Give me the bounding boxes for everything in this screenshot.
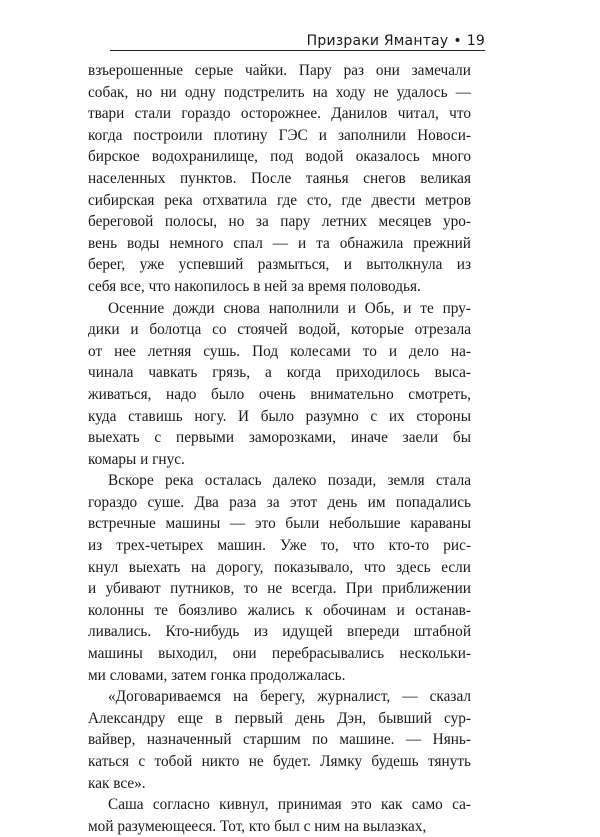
- text-line: кнул выехать на дорогу, показывало, что здесь если: [88, 558, 471, 576]
- text-line: Осенние дожди снова наполнили и Обь, и те пру-: [108, 299, 471, 317]
- paragraph: [88, 60, 471, 298]
- text-line: ми словами, затем гонка продолжалась.: [88, 666, 346, 684]
- text-line: сибирская река отхватила где сто, где двести метров: [88, 191, 471, 209]
- text-line: населенных пунктов. После таянья снегов великая: [88, 169, 471, 187]
- text-line: встречные машины — это были небольшие караваны: [88, 515, 471, 533]
- text-line: каться с тобой никто не будет. Лямку будешь тянуть: [88, 753, 471, 770]
- text-line: вайвер, назначенный старшим по машине. — Нянь-: [88, 731, 471, 749]
- header-title: Призраки Ямантау: [306, 33, 449, 49]
- text-line: взъерошенные серые чайки. Пару раз они замечали: [88, 62, 471, 79]
- text-line: береговой полосы, но за пару летних месяцев уро-: [88, 213, 471, 231]
- text-line: собак, но ни одну подстрелить на ходу не удалось —: [88, 83, 471, 101]
- text-line: дики и болотца со стоячей водой, которые отрезала: [88, 321, 471, 339]
- text-line: вень воды немного спал — и та обнажила прежний: [88, 234, 471, 252]
- text-line: комары и гнус.: [88, 450, 185, 468]
- text-line: из трех-четырех машин. Уже то, что кто-то рис-: [88, 537, 471, 555]
- page-number: 19: [466, 33, 485, 49]
- text-line: гораздо суше. Два раза за этот день им попадались: [88, 493, 471, 511]
- paragraph: [88, 794, 471, 837]
- text-line: «Договариваемся на берегу, журналист, — сказал: [108, 688, 471, 706]
- text-line: себя все, что накопилось в ней за время половодья.: [88, 277, 421, 295]
- text-line: ливались. Кто-нибудь из идущей впереди штабной: [88, 623, 471, 641]
- text-line: бирское водохранилище, под водой оказалось много: [88, 148, 471, 166]
- text-line: живаться, надо было очень внимательно смотреть,: [88, 385, 471, 403]
- header-separator: •: [453, 33, 462, 49]
- header-rule: [110, 50, 485, 51]
- text-line: твари стали гораздо осторожнее. Данилов читал, что: [88, 105, 471, 123]
- paragraph: [88, 470, 471, 686]
- text-line: мой разумеющееся. Тот, кто был с ним на вылазках,: [88, 817, 427, 835]
- running-header: [110, 30, 485, 52]
- text-line: и убивают путников, то не всегда. При приближении: [88, 580, 471, 598]
- text-line: куда ставишь ногу. И было разумно с их стороны: [88, 407, 471, 425]
- text-line: машины выходил, они перебрасывались нескольки-: [88, 645, 471, 663]
- text-line: как все».: [88, 774, 146, 792]
- text-line: Александру еще в первый день Дэн, бывший сур-: [88, 709, 471, 727]
- text-line: от нее летняя сушь. Под колесами то и дело на-: [88, 342, 471, 360]
- text-line: выехать с первыми заморозками, иначе заели бы: [88, 429, 471, 447]
- text-line: когда построили плотину ГЭС и заполнили Новоси-: [88, 126, 471, 144]
- paragraph: [88, 298, 471, 471]
- text-line: колонны те боязливо жались к обочинам и останав-: [88, 601, 471, 619]
- text-line: чинала чавкать грязь, а когда приходилось выса-: [88, 364, 471, 382]
- body-text: [88, 60, 471, 837]
- text-line: берег, уже успевший размыться, и вытолкнула из: [88, 256, 471, 274]
- text-line: Вскоре река осталась далеко позади, земля стала: [108, 472, 471, 490]
- paragraph: [88, 686, 471, 794]
- text-line: Саша согласно кивнул, принимая это как само са-: [108, 796, 471, 814]
